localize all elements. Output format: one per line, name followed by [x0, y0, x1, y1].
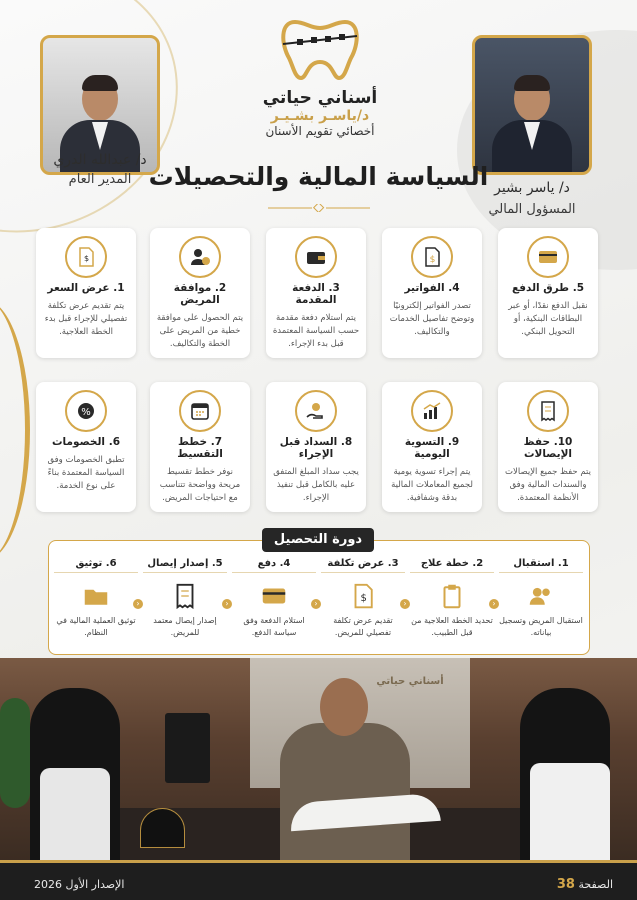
- clinic-team-photo: [0, 658, 637, 860]
- cycle-step-text: تقديم عرض تكلفة تفصيلي للمريض.: [333, 616, 393, 637]
- collection-cycle-panel: [48, 540, 590, 655]
- logo-doctor-name: د/ياسـر بشـيـر: [270, 108, 370, 124]
- cycle-step: [54, 555, 138, 639]
- policy-card-text: يتم حفظ جميع الإيصالات والسندات المالية وفق الأنظمة المعتمدة.: [505, 467, 591, 504]
- policy-card: [36, 382, 136, 512]
- policy-card-title: 9. التسوية اليومية: [404, 436, 460, 460]
- financial-officer-name: د/ ياسر بشير: [494, 180, 570, 196]
- hand-coin-icon: [295, 390, 337, 432]
- policy-card-text: يتم تقديم عرض تكلفة تفصيلي للإجراء قبل بدء الخطة العلاجية.: [44, 301, 128, 338]
- logo-clinic-name: أسناني حياتي: [262, 88, 378, 108]
- cycle-step-text: توثيق العملية المالية في النظام.: [56, 616, 136, 637]
- price-doc-icon: [348, 581, 378, 611]
- cycle-step: [499, 555, 583, 639]
- policy-card: [150, 228, 250, 358]
- clipboard-icon: [437, 581, 467, 611]
- title-ornament: [268, 204, 370, 212]
- monitor: [165, 713, 210, 783]
- policy-card-text: نوفر خطط تقسيط مريحة وواضحة تتناسب مع احتياجات المريض.: [159, 467, 241, 504]
- policy-card-title: 8. السداد قبل الإجراء: [279, 436, 353, 460]
- chevron-left-icon: ‹: [133, 599, 143, 609]
- photo-wall-sign: أسناني حياتي: [376, 676, 444, 687]
- folder-icon: [81, 581, 111, 611]
- page-number-block: [553, 877, 613, 892]
- receipt-icon: [170, 581, 200, 611]
- collection-cycle-title: دورة التحصيل: [262, 528, 374, 552]
- policy-card: [266, 228, 366, 358]
- user-check-icon: [179, 236, 221, 278]
- price-doc-icon: [65, 236, 107, 278]
- policy-card-title: 10. حفظ الإيصالات: [523, 436, 573, 460]
- chevron-left-icon: ‹: [311, 599, 321, 609]
- policy-card-text: يتم استلام دفعة مقدمة حسب السياسة المعتمدة قبل بدء الإجراء.: [272, 313, 360, 350]
- invoice-dollar-icon: [411, 236, 453, 278]
- policy-card-text: نقبل الدفع نقدًا، أو عبر البطاقات البنكية، أو التحويل البنكي.: [508, 301, 588, 338]
- cycle-step: [410, 555, 494, 639]
- policy-card-text: تصدر الفواتير إلكترونيًا وتوضح تفاصيل الخدمات والتكاليف.: [389, 301, 475, 338]
- cycle-step: [321, 555, 405, 639]
- cycle-step-title: 4. دفع: [232, 555, 316, 573]
- policy-card-title: 4. الفواتير: [404, 282, 460, 294]
- policy-card-text: يتم الحصول على موافقة خطية من المريض على الخطة والتكاليف.: [156, 313, 244, 350]
- financial-officer-role: المسؤول المالي: [488, 202, 576, 217]
- policy-card: [382, 228, 482, 358]
- doctor-head: [320, 678, 368, 736]
- policy-card-title: 6. الخصومات: [52, 436, 120, 448]
- policy-card-title: 1. عرض السعر: [47, 282, 125, 294]
- chevron-left-icon: ‹: [400, 599, 410, 609]
- percent-badge-icon: [65, 390, 107, 432]
- policy-card-text: تطبق الخصومات وفق السياسة المعتمدة بناءً على نوع الخدمة.: [47, 455, 125, 492]
- page-number: 38: [556, 877, 575, 892]
- policy-card: [150, 382, 250, 512]
- policy-card: [382, 382, 482, 512]
- credit-card-icon: [259, 581, 289, 611]
- cycle-step-title: 6. توثيق: [54, 555, 138, 573]
- credit-card-icon: [527, 236, 569, 278]
- page-label: الصفحة: [578, 878, 613, 891]
- plant: [0, 698, 30, 808]
- footer: [0, 860, 637, 900]
- chevron-left-icon: ‹: [222, 599, 232, 609]
- growth-chart-icon: [411, 390, 453, 432]
- cycle-step-text: تحديد الخطة العلاجية من قبل الطبيب.: [411, 616, 493, 637]
- decor-gold-arc: [0, 300, 30, 560]
- policy-card-title: 3. الدفعة المقدمة: [292, 282, 340, 306]
- logo-plaque: [140, 808, 185, 848]
- policy-card-text: يجب سداد المبلغ المتفق عليه بالكامل قبل تنفيذ الإجراء.: [273, 467, 359, 504]
- portrait-financial-officer: [472, 35, 592, 175]
- general-manager-role: المدير العام: [68, 172, 132, 187]
- cycle-step: [143, 555, 227, 639]
- staff-left-coat: [40, 768, 110, 860]
- cycle-step-title: 5. إصدار إيصال: [143, 555, 227, 573]
- cycle-step-text: استقبال المريض وتسجيل بياناته.: [499, 616, 583, 637]
- policy-card-title: 7. خطط التقسيط: [177, 436, 223, 460]
- receipt-icon: [527, 390, 569, 432]
- chevron-left-icon: ‹: [489, 599, 499, 609]
- users-icon: [526, 581, 556, 611]
- svg-text:%: %: [81, 407, 91, 418]
- cycle-step: [232, 555, 316, 639]
- cycle-step-title: 2. خطة علاج: [410, 555, 494, 573]
- page-title: السياسة المالية والتحصيلات: [148, 162, 489, 191]
- policy-card-title: 5. طرق الدفع: [511, 282, 585, 294]
- svg-text:$: $: [429, 255, 436, 265]
- clinic-logo: [240, 14, 400, 154]
- policy-card-title: 2. موافقة المريض: [173, 282, 227, 306]
- policy-card: [498, 382, 598, 512]
- svg-text:$: $: [83, 254, 90, 263]
- cycle-step-title: 3. عرض تكلفة: [321, 555, 405, 573]
- logo-specialty: أخصائي تقويم الأسنان: [265, 124, 375, 138]
- tooth-logo-icon: [275, 14, 365, 84]
- edition-label: الإصدار الأول 2026: [34, 878, 125, 891]
- calendar-icon: [179, 390, 221, 432]
- wallet-icon: [295, 236, 337, 278]
- policy-card: [36, 228, 136, 358]
- cycle-step-title: 1. استقبال: [499, 555, 583, 573]
- svg-text:$: $: [360, 593, 367, 604]
- cycle-step-text: استلام الدفعة وفق سياسة الدفع.: [243, 616, 305, 637]
- policy-card: [266, 382, 366, 512]
- staff-right-coat: [530, 763, 610, 860]
- general-manager-name: د/ عبدالله الدري: [53, 152, 147, 168]
- doctor-center: [280, 723, 410, 860]
- policy-card: [498, 228, 598, 358]
- policy-card-text: يتم إجراء تسوية يومية لجميع المعاملات المالية بدقة وشفافية.: [391, 467, 473, 504]
- cycle-step-text: إصدار إيصال معتمد للمريض.: [153, 616, 217, 637]
